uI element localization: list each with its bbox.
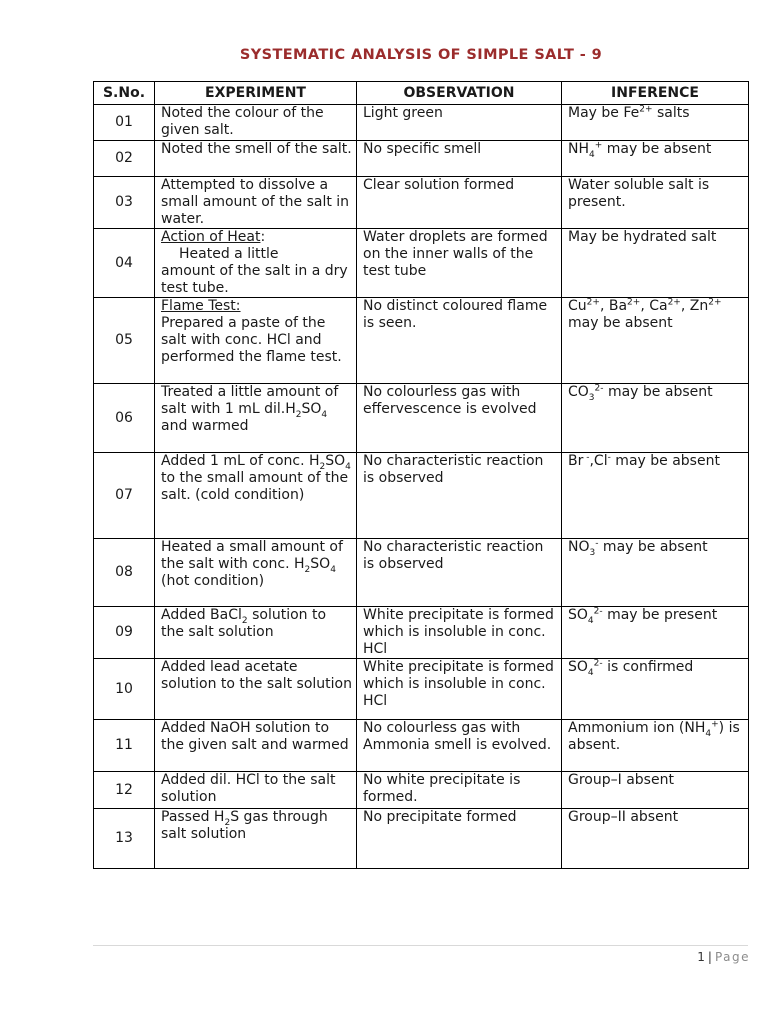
- experiment-cell: [155, 453, 357, 539]
- ion-charge: 2+: [627, 297, 641, 308]
- experiment-text: S gas through salt solution: [161, 809, 328, 842]
- experiment-cell: Added lead acetate solution to the salt solution: [155, 659, 357, 720]
- document-title: SYSTEMATIC ANALYSIS OF SIMPLE SALT - 9: [239, 47, 603, 63]
- experiment-cell: Noted the colour of the given salt.: [155, 105, 357, 141]
- inference-text: is confirmed: [602, 659, 694, 675]
- table-row: [94, 720, 749, 772]
- observation-cell: White precipitate is formed which is insoluble in conc. HCl: [357, 607, 562, 659]
- row-number: 04: [94, 229, 155, 298]
- row-number: 08: [94, 539, 155, 607]
- experiment-text: Heated a little: [179, 246, 279, 262]
- inference-text: ,Cl: [589, 453, 608, 469]
- inference-cell: [562, 720, 749, 772]
- inference-text: may be absent: [598, 539, 708, 555]
- inference-text: may be present: [602, 607, 718, 623]
- experiment-text: SO: [301, 401, 322, 417]
- formula-subscript: 2: [319, 461, 326, 472]
- inference-text: SO: [568, 607, 588, 623]
- formula-subscript: 2: [304, 564, 311, 575]
- formula-subscript: 4: [345, 461, 351, 472]
- observation-cell: No colourless gas with effervescence is evolved: [357, 384, 562, 453]
- experiment-cell: [155, 809, 357, 869]
- experiment-cell: [155, 384, 357, 453]
- table-header-row: [94, 82, 749, 105]
- inference-text: may be absent: [602, 141, 712, 157]
- heading-colon: :: [260, 229, 266, 245]
- experiment-text: Prepared a paste of the salt with conc. HCl and performed the flame test.: [161, 315, 342, 365]
- experiment-heading: Flame Test:: [161, 298, 241, 314]
- row-number: 05: [94, 298, 155, 384]
- ion-subscript: 4: [587, 615, 594, 626]
- inference-text: may be absent: [610, 453, 720, 469]
- inference-cell: May be hydrated salt: [562, 229, 749, 298]
- table-row: [94, 105, 749, 141]
- table-row: [94, 772, 749, 809]
- row-number: 02: [94, 141, 155, 177]
- inference-cell: Water soluble salt is present.: [562, 177, 749, 229]
- formula-subscript: 2: [241, 615, 248, 626]
- inference-text: SO: [568, 659, 588, 675]
- ion-symbol: Ba: [608, 298, 628, 314]
- experiment-text: solution to the salt solution: [161, 607, 327, 640]
- inference-text: may be absent: [603, 384, 713, 400]
- inference-text: salts: [652, 105, 690, 121]
- table-row: [94, 177, 749, 229]
- ion-subscript: 3: [589, 547, 596, 558]
- ion-charge: -: [583, 452, 590, 463]
- formula-subscript: 4: [330, 564, 336, 575]
- page-label: Page: [714, 950, 750, 964]
- experiment-text: amount of the salt in a dry test tube.: [161, 263, 348, 296]
- page-number: 1: [697, 950, 705, 964]
- row-number: 06: [94, 384, 155, 453]
- ion-symbol: Cu: [568, 298, 587, 314]
- footer-divider: [93, 945, 748, 946]
- row-number: 12: [94, 772, 155, 809]
- row-number: 01: [94, 105, 155, 141]
- inference-cell: Group–II absent: [562, 809, 749, 869]
- header-sno: S.No.: [94, 82, 155, 105]
- inference-cell: $Cu^{2+}$, $Ba^{2+}$, $Ca^{2+}$, $Zn^{2+}$ may be absent: [562, 298, 749, 384]
- experiment-text: to the small amount of the salt. (cold condition): [161, 470, 349, 503]
- observation-cell: No characteristic reaction is observed: [357, 453, 562, 539]
- table-row: [94, 141, 749, 177]
- ion-charge: 2+: [667, 297, 681, 308]
- ion-subscript: 3: [588, 392, 595, 403]
- analysis-table: [93, 81, 749, 869]
- header-inference: INFERENCE: [562, 82, 749, 105]
- inference-cell: [562, 607, 749, 659]
- experiment-cell: [155, 539, 357, 607]
- experiment-text: Added 1 mL of conc. H: [161, 453, 320, 469]
- experiment-cell: [155, 298, 357, 384]
- experiment-text: SO: [310, 556, 331, 572]
- ion-charge: 2+: [586, 297, 600, 308]
- table-row: [94, 659, 749, 720]
- table-row: [94, 298, 749, 384]
- observation-cell: Clear solution formed: [357, 177, 562, 229]
- ion-charge: -: [595, 538, 599, 549]
- table-row: [94, 384, 749, 453]
- experiment-cell: Attempted to dissolve a small amount of the salt in water.: [155, 177, 357, 229]
- inference-cell: [562, 453, 749, 539]
- header-experiment: EXPERIMENT: [155, 82, 357, 105]
- row-number: 10: [94, 659, 155, 720]
- experiment-text: Treated a little amount of salt with 1 mL dil.H: [161, 384, 339, 417]
- formula-subscript: 4: [321, 409, 328, 420]
- table-row: [94, 539, 749, 607]
- inference-cell: [562, 384, 749, 453]
- inference-cell: [562, 539, 749, 607]
- row-number: 13: [94, 809, 155, 869]
- experiment-cell: Noted the smell of the salt.: [155, 141, 357, 177]
- observation-cell: Water droplets are formed on the inner walls of the test tube: [357, 229, 562, 298]
- ion-subscript: 4: [705, 728, 712, 739]
- observation-cell: No distinct coloured flame is seen.: [357, 298, 562, 384]
- experiment-text: Added BaCl: [161, 607, 242, 623]
- inference-cell: [562, 105, 749, 141]
- ion-subscript: 4: [587, 667, 594, 678]
- page-footer: [697, 950, 750, 964]
- experiment-text: and warmed: [161, 418, 249, 434]
- row-number: 03: [94, 177, 155, 229]
- experiment-text: Passed H: [161, 809, 225, 825]
- ion-charge: -: [607, 452, 611, 463]
- table-row: [94, 453, 749, 539]
- observation-cell: No precipitate formed: [357, 809, 562, 869]
- inference-cell: Group–I absent: [562, 772, 749, 809]
- inference-text: Ammonium ion (NH: [568, 720, 706, 736]
- ion-symbol: Zn: [689, 298, 709, 314]
- experiment-text: (hot condition): [161, 573, 265, 589]
- observation-cell: No characteristic reaction is observed: [357, 539, 562, 607]
- inference-text: ) is absent.: [568, 720, 740, 753]
- inference-text: CO: [568, 384, 589, 400]
- inference-cell: [562, 659, 749, 720]
- observation-cell: Light green: [357, 105, 562, 141]
- experiment-text: SO: [325, 453, 346, 469]
- ion-charge: 2-: [593, 658, 603, 669]
- observation-cell: No specific smell: [357, 141, 562, 177]
- observation-cell: No colourless gas with Ammonia smell is evolved.: [357, 720, 562, 772]
- ion-charge: 2+: [639, 104, 653, 115]
- table-row: [94, 607, 749, 659]
- inference-cell: [562, 141, 749, 177]
- experiment-cell: Added NaOH solution to the given salt and warmed: [155, 720, 357, 772]
- row-number: 09: [94, 607, 155, 659]
- ion-subscript: 4: [589, 149, 595, 160]
- inference-text: NO: [568, 539, 590, 555]
- inference-text: NH: [568, 141, 589, 157]
- experiment-cell: [155, 607, 357, 659]
- experiment-text: Heated a small amount of the salt with conc. H: [161, 539, 343, 572]
- observation-cell: No white precipitate is formed.: [357, 772, 562, 809]
- table-row: [94, 229, 749, 298]
- formula-subscript: 2: [224, 817, 231, 828]
- ion-charge: 2-: [594, 383, 604, 394]
- footer-separator: |: [707, 950, 712, 964]
- row-number: 07: [94, 453, 155, 539]
- row-number: 11: [94, 720, 155, 772]
- ion-charge: 2+: [708, 297, 722, 308]
- inference-text: May be Fe: [568, 105, 640, 121]
- ion-charge: 2-: [593, 606, 603, 617]
- formula-subscript: 2: [295, 409, 302, 420]
- experiment-cell: Added dil. HCl to the salt solution: [155, 772, 357, 809]
- inference-text: may be absent: [568, 315, 673, 331]
- experiment-cell: [155, 229, 357, 298]
- table-row: [94, 809, 749, 869]
- ion-charge: +: [711, 719, 719, 730]
- observation-cell: White precipitate is formed which is insoluble in conc. HCl: [357, 659, 562, 720]
- inference-text: Br: [568, 453, 584, 469]
- header-observation: OBSERVATION: [357, 82, 562, 105]
- ion-symbol: Ca: [649, 298, 668, 314]
- experiment-heading: Action of Heat: [161, 229, 261, 245]
- ion-charge: +: [594, 140, 603, 151]
